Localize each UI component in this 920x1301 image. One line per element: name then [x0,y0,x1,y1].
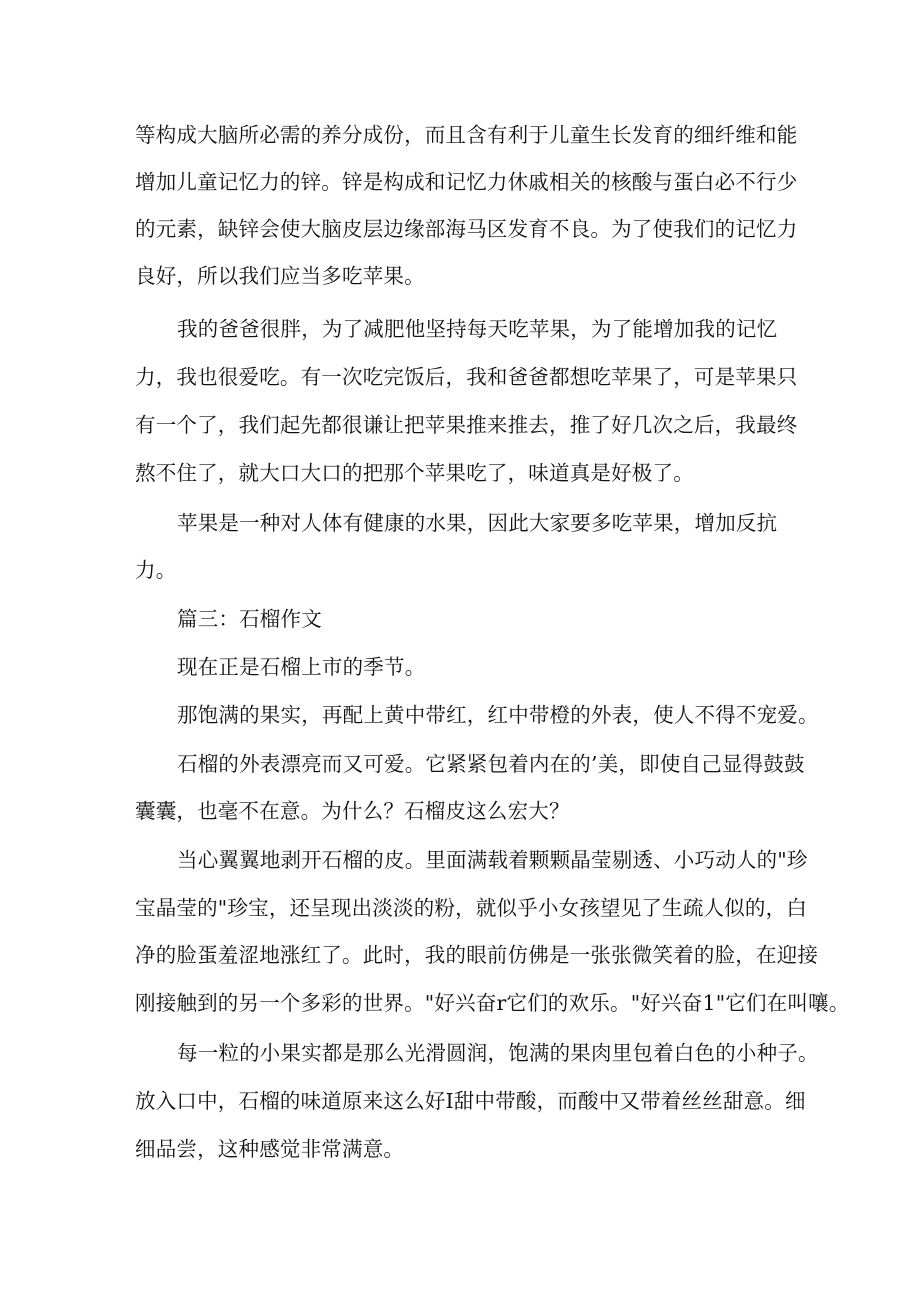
text-line: 等构成大脑所必需的养分成份，而且含有利于儿童生长发育的细纤维和能 [135,123,798,147]
text-line: 放入口中，石榴的味道原来这么好I甜中带酸，而酸中又带着丝丝甜意。细 [135,1089,806,1113]
text-line: 净的脸蛋羞涩地涨红了。此时，我的眼前仿佛是一张张微笑着的脸，在迎接 [135,943,819,967]
text-line: 有一个了，我们起先都很谦让把苹果推来推去，推了好几次之后，我最终 [135,413,798,437]
section-heading: 篇三：石榴作文 [177,607,322,631]
text-line: 每一粒的小果实都是那么光滑圆润，饱满的果肉里包着白色的小种子。 [177,1041,819,1065]
text-line: 那饱满的果实，再配上黄中带红，红中带橙的外表，使人不得不宠爱。 [177,703,819,727]
text-line: 细品尝，这种感觉非常满意。 [135,1137,405,1161]
text-line: 苹果是一种对人体有健康的水果，因此大家要多吃苹果，增加反抗 [177,511,778,535]
text-line: 的元素，缺锌会使大脑皮层边缘部海马区发育不良。为了使我们的记忆力 [135,217,798,241]
text-line: 现在正是石榴上市的季节。 [177,655,426,679]
text-line: 石榴的外表漂亮而又可爱。它紧紧包着内在的’美，即使自己显得鼓鼓 [177,752,805,776]
text-line: 力，我也很爱吃。有一次吃完饭后，我和爸爸都想吃苹果了，可是苹果只 [135,365,798,389]
text-line: 囊囊，也毫不在意。为什么？石榴皮这么宏大？ [135,799,570,823]
text-line: 宝晶莹的"珍宝，还呈现出淡淡的粉，就似乎小女孩望见了生疏人似的，白 [135,896,808,920]
text-line: 力。 [135,558,177,582]
text-line: 当心翼翼地剥开石榴的皮。里面满载着颗颗晶莹剔透、小巧动人的"珍 [177,848,808,872]
text-line: 增加儿童记忆力的锌。锌是构成和记忆力休戚相关的核酸与蛋白必不行少 [135,170,798,194]
text-line: 刚接触到的另一个多彩的世界。"好兴奋r它们的欢乐。"好兴奋1"它们在叫嚷。 [135,991,850,1015]
text-line: 熬不住了，就大口大口的把那个苹果吃了，味道真是好极了。 [135,461,694,485]
text-line: 我的爸爸很胖，为了减肥他坚持每天吃苹果，为了能增加我的记忆 [177,317,778,341]
text-line: 良好，所以我们应当多吃苹果。 [135,264,425,288]
